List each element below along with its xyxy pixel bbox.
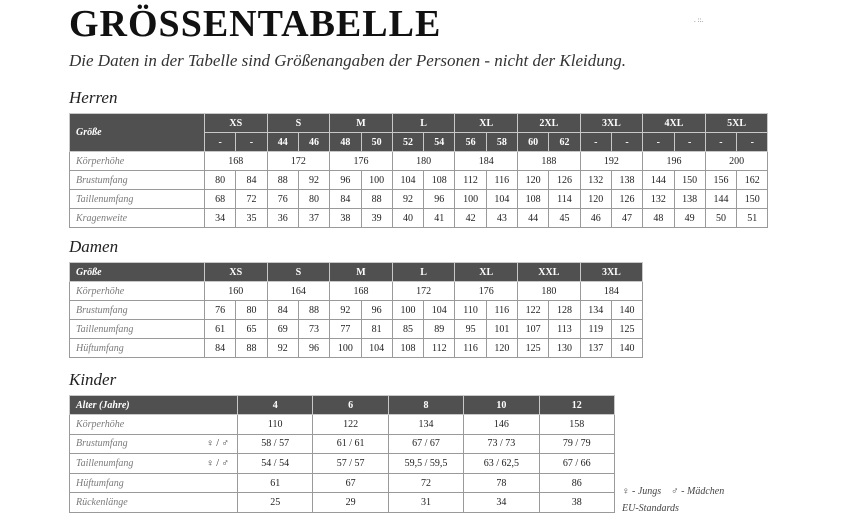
row-label — [70, 454, 238, 474]
table-row — [70, 282, 643, 301]
table-cell: 122 — [313, 415, 388, 435]
section-title-damen: Damen — [69, 237, 119, 256]
eu-standards-note: EU-Standards — [622, 503, 679, 514]
table-cell: 134 — [580, 301, 611, 320]
herren-size-table — [69, 113, 768, 228]
table-cell: 110 — [238, 415, 313, 435]
table-cell: 184 — [455, 152, 518, 171]
table-cell: 137 — [580, 339, 611, 358]
herren-size-number: 56 — [455, 133, 486, 152]
table-cell: 132 — [580, 171, 611, 190]
legend-girls-label: - Mädchen — [681, 486, 725, 497]
herren-size-header: XS — [205, 114, 268, 133]
kinder-header-label: Alter (Jahre) — [70, 396, 238, 415]
table-cell: 92 — [392, 190, 423, 209]
table-cell: 158 — [539, 415, 614, 435]
table-cell: 88 — [267, 171, 298, 190]
table-cell: 116 — [455, 339, 486, 358]
table-cell: 92 — [267, 339, 298, 358]
table-cell: 96 — [298, 339, 329, 358]
table-cell: 95 — [455, 320, 486, 339]
table-cell: 25 — [238, 493, 313, 513]
table-cell: 79 / 79 — [539, 434, 614, 454]
table-cell: 88 — [361, 190, 392, 209]
damen-size-header: L — [392, 263, 455, 282]
table-cell: 61 / 61 — [313, 434, 388, 454]
table-cell: 146 — [464, 415, 539, 435]
page-subtitle: Die Daten in der Tabelle sind Größenangaben der Personen - nicht der Kleidung. — [69, 51, 626, 70]
table-cell: 39 — [361, 209, 392, 228]
kinder-age-header: 4 — [238, 396, 313, 415]
table-cell: 51 — [737, 209, 768, 228]
table-cell: 49 — [674, 209, 705, 228]
table-cell: 125 — [611, 320, 642, 339]
table-cell: 42 — [455, 209, 486, 228]
table-cell: 108 — [392, 339, 423, 358]
table-cell: 92 — [298, 171, 329, 190]
gender-symbols-icon: ♀ / ♂ — [206, 438, 229, 450]
table-cell: 184 — [580, 282, 643, 301]
table-cell: 168 — [330, 282, 393, 301]
gender-symbols-icon: ♀ / ♂ — [206, 457, 229, 469]
table-cell: 80 — [298, 190, 329, 209]
table-cell: 80 — [236, 301, 267, 320]
table-cell: 120 — [486, 339, 517, 358]
table-row — [70, 473, 615, 493]
herren-size-header: 2XL — [518, 114, 581, 133]
table-cell: 84 — [330, 190, 361, 209]
table-cell: 96 — [424, 190, 455, 209]
kinder-age-header: 8 — [388, 396, 463, 415]
herren-size-number: 58 — [486, 133, 517, 152]
herren-size-number: 54 — [424, 133, 455, 152]
table-cell: 113 — [549, 320, 580, 339]
table-cell: 100 — [455, 190, 486, 209]
table-cell: 67 — [313, 473, 388, 493]
table-cell: 84 — [236, 171, 267, 190]
herren-size-number: - — [674, 133, 705, 152]
damen-size-header: 3XL — [580, 263, 643, 282]
herren-size-number: - — [643, 133, 674, 152]
herren-size-number: 50 — [361, 133, 392, 152]
table-cell: 100 — [392, 301, 423, 320]
table-row — [70, 171, 768, 190]
herren-size-number: 62 — [549, 133, 580, 152]
table-cell: 54 / 54 — [238, 454, 313, 474]
damen-header-label: Größe — [70, 263, 205, 282]
table-cell: 73 — [298, 320, 329, 339]
row-label: Kragenweite — [70, 209, 205, 228]
table-cell: 120 — [518, 171, 549, 190]
table-cell: 89 — [424, 320, 455, 339]
table-cell: 67 / 67 — [388, 434, 463, 454]
table-cell: 92 — [330, 301, 361, 320]
herren-size-header: XL — [455, 114, 518, 133]
kinder-size-table — [69, 395, 615, 513]
table-cell: 41 — [424, 209, 455, 228]
damen-size-table — [69, 262, 643, 358]
table-cell: 80 — [205, 171, 236, 190]
row-label — [70, 434, 238, 454]
table-cell: 76 — [205, 301, 236, 320]
row-label-text: Brustumfang — [76, 438, 128, 450]
table-cell: 34 — [205, 209, 236, 228]
table-cell: 69 — [267, 320, 298, 339]
table-cell: 76 — [267, 190, 298, 209]
table-row — [70, 493, 615, 513]
table-cell: 38 — [330, 209, 361, 228]
herren-size-number: 46 — [298, 133, 329, 152]
table-cell: 144 — [705, 190, 736, 209]
herren-size-header: S — [267, 114, 330, 133]
table-cell: 138 — [611, 171, 642, 190]
table-row — [70, 190, 768, 209]
table-cell: 140 — [611, 301, 642, 320]
damen-size-header: XXL — [518, 263, 581, 282]
table-cell: 104 — [392, 171, 423, 190]
decoration-dots: . ::. — [694, 16, 704, 24]
boys-symbol-icon: ♀ — [622, 486, 630, 497]
herren-size-header: 5XL — [705, 114, 768, 133]
table-cell: 132 — [643, 190, 674, 209]
table-cell: 63 / 62,5 — [464, 454, 539, 474]
kinder-age-header: 12 — [539, 396, 614, 415]
table-cell: 116 — [486, 301, 517, 320]
table-cell: 73 / 73 — [464, 434, 539, 454]
table-row — [70, 209, 768, 228]
table-cell: 172 — [267, 152, 330, 171]
table-cell: 172 — [392, 282, 455, 301]
table-row — [70, 301, 643, 320]
table-cell: 68 — [205, 190, 236, 209]
herren-header-row — [70, 114, 768, 133]
table-cell: 101 — [486, 320, 517, 339]
row-label: Taillenumfang — [70, 320, 205, 339]
table-cell: 126 — [611, 190, 642, 209]
table-cell: 180 — [518, 282, 581, 301]
table-row — [70, 454, 615, 474]
damen-size-header: S — [267, 263, 330, 282]
table-cell: 114 — [549, 190, 580, 209]
table-cell: 61 — [238, 473, 313, 493]
table-row — [70, 339, 643, 358]
table-cell: 144 — [643, 171, 674, 190]
table-cell: 86 — [539, 473, 614, 493]
table-cell: 168 — [205, 152, 268, 171]
table-cell: 128 — [549, 301, 580, 320]
herren-size-number: - — [236, 133, 267, 152]
table-cell: 38 — [539, 493, 614, 513]
table-row — [70, 415, 615, 435]
table-cell: 126 — [549, 171, 580, 190]
table-cell: 47 — [611, 209, 642, 228]
table-cell: 96 — [361, 301, 392, 320]
table-cell: 40 — [392, 209, 423, 228]
table-cell: 43 — [486, 209, 517, 228]
table-cell: 176 — [330, 152, 393, 171]
herren-size-number: 52 — [392, 133, 423, 152]
herren-size-number: 60 — [518, 133, 549, 152]
table-cell: 65 — [236, 320, 267, 339]
table-cell: 77 — [330, 320, 361, 339]
table-cell: 150 — [674, 171, 705, 190]
table-row — [70, 320, 643, 339]
kinder-header-row — [70, 396, 615, 415]
table-cell: 88 — [236, 339, 267, 358]
table-cell: 72 — [236, 190, 267, 209]
row-label — [70, 473, 238, 493]
table-cell: 140 — [611, 339, 642, 358]
damen-size-header: XS — [205, 263, 268, 282]
table-cell: 107 — [518, 320, 549, 339]
row-label: Taillenumfang — [70, 190, 205, 209]
row-label: Hüftumfang — [70, 339, 205, 358]
table-cell: 72 — [388, 473, 463, 493]
herren-size-header: L — [392, 114, 455, 133]
row-label: Brustumfang — [70, 171, 205, 190]
herren-size-header: 3XL — [580, 114, 643, 133]
herren-size-number: 44 — [267, 133, 298, 152]
legend-boys-label: - Jungs — [632, 486, 662, 497]
table-cell: 67 / 66 — [539, 454, 614, 474]
table-cell: 180 — [392, 152, 455, 171]
table-cell: 35 — [236, 209, 267, 228]
table-cell: 88 — [298, 301, 329, 320]
herren-size-number: - — [580, 133, 611, 152]
table-cell: 100 — [361, 171, 392, 190]
table-cell: 134 — [388, 415, 463, 435]
gender-legend — [622, 486, 724, 497]
table-cell: 192 — [580, 152, 643, 171]
table-cell: 156 — [705, 171, 736, 190]
table-cell: 196 — [643, 152, 706, 171]
herren-size-number: - — [205, 133, 236, 152]
table-cell: 104 — [486, 190, 517, 209]
damen-size-header: XL — [455, 263, 518, 282]
table-cell: 112 — [424, 339, 455, 358]
table-cell: 100 — [330, 339, 361, 358]
table-cell: 48 — [643, 209, 674, 228]
table-cell: 84 — [267, 301, 298, 320]
table-cell: 36 — [267, 209, 298, 228]
table-cell: 110 — [455, 301, 486, 320]
table-cell: 45 — [549, 209, 580, 228]
row-label: Brustumfang — [70, 301, 205, 320]
table-row — [70, 434, 615, 454]
herren-size-number: - — [611, 133, 642, 152]
table-cell: 29 — [313, 493, 388, 513]
table-cell: 162 — [737, 171, 768, 190]
table-cell: 108 — [518, 190, 549, 209]
herren-size-header: 4XL — [643, 114, 706, 133]
table-cell: 59,5 / 59,5 — [388, 454, 463, 474]
table-cell: 44 — [518, 209, 549, 228]
table-cell: 50 — [705, 209, 736, 228]
row-label-text: Taillenumfang — [76, 457, 134, 469]
table-cell: 46 — [580, 209, 611, 228]
table-cell: 96 — [330, 171, 361, 190]
table-cell: 57 / 57 — [313, 454, 388, 474]
herren-size-header: M — [330, 114, 393, 133]
table-cell: 104 — [424, 301, 455, 320]
row-label — [70, 415, 238, 435]
table-cell: 130 — [549, 339, 580, 358]
girls-symbol-icon: ♂ — [671, 486, 679, 497]
table-cell: 61 — [205, 320, 236, 339]
row-label-text: Rückenlänge — [76, 497, 128, 509]
damen-size-header: M — [330, 263, 393, 282]
row-label-text: Hüftumfang — [76, 477, 124, 489]
table-cell: 112 — [455, 171, 486, 190]
table-cell: 125 — [518, 339, 549, 358]
row-label — [70, 493, 238, 513]
damen-header-row — [70, 263, 643, 282]
table-cell: 200 — [705, 152, 768, 171]
table-cell: 120 — [580, 190, 611, 209]
table-cell: 104 — [361, 339, 392, 358]
table-cell: 31 — [388, 493, 463, 513]
herren-size-number: 48 — [330, 133, 361, 152]
table-cell: 58 / 57 — [238, 434, 313, 454]
table-cell: 84 — [205, 339, 236, 358]
herren-size-number: - — [737, 133, 768, 152]
row-label-text: Körperhöhe — [76, 418, 125, 430]
table-cell: 108 — [424, 171, 455, 190]
table-cell: 81 — [361, 320, 392, 339]
row-label: Körperhöhe — [70, 152, 205, 171]
section-title-kinder: Kinder — [69, 370, 117, 389]
table-cell: 85 — [392, 320, 423, 339]
herren-size-number: - — [705, 133, 736, 152]
table-cell: 119 — [580, 320, 611, 339]
table-cell: 160 — [205, 282, 268, 301]
table-cell: 164 — [267, 282, 330, 301]
section-title-herren: Herren — [69, 88, 118, 107]
table-cell: 122 — [518, 301, 549, 320]
table-cell: 150 — [737, 190, 768, 209]
page-title: GRÖSSENTABELLE — [69, 3, 442, 45]
kinder-age-header: 10 — [464, 396, 539, 415]
table-cell: 78 — [464, 473, 539, 493]
table-cell: 116 — [486, 171, 517, 190]
table-cell: 188 — [518, 152, 581, 171]
table-cell: 138 — [674, 190, 705, 209]
table-cell: 176 — [455, 282, 518, 301]
table-row — [70, 152, 768, 171]
table-cell: 37 — [298, 209, 329, 228]
kinder-age-header: 6 — [313, 396, 388, 415]
table-cell: 34 — [464, 493, 539, 513]
row-label: Körperhöhe — [70, 282, 205, 301]
herren-header-label: Größe — [70, 114, 205, 152]
